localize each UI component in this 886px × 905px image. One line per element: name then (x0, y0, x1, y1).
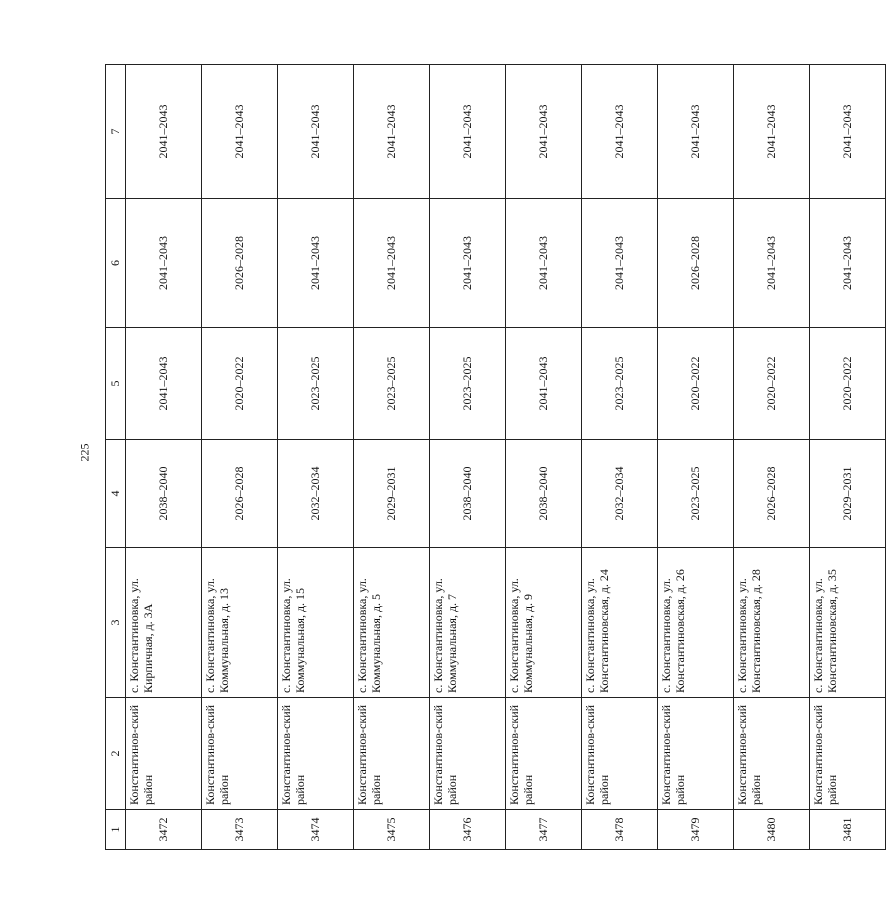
address-cell: с. Константиновка, ул. Коммунальная, д. 15 (278, 548, 354, 698)
period-col5: 2020–2022 (202, 328, 278, 440)
table-row (202, 65, 278, 850)
table-row (278, 65, 354, 850)
column-header: 2 (106, 698, 126, 810)
district-cell: Константинов-ский район (734, 698, 810, 810)
period-col6: 2041–2043 (278, 199, 354, 328)
row-number: 3473 (202, 810, 278, 850)
district-cell: Константинов-ский район (278, 698, 354, 810)
row-number: 3478 (582, 810, 658, 850)
period-col4: 2038–2040 (126, 440, 202, 548)
row-number: 3479 (658, 810, 734, 850)
table-row (354, 65, 430, 850)
period-col4: 2038–2040 (506, 440, 582, 548)
period-col4: 2029–2031 (810, 440, 886, 548)
district-cell: Константинов-ский район (202, 698, 278, 810)
period-col5: 2020–2022 (734, 328, 810, 440)
row-number: 3475 (354, 810, 430, 850)
table-row (126, 65, 202, 850)
period-col6: 2026–2028 (658, 199, 734, 328)
period-col6: 2026–2028 (202, 199, 278, 328)
period-col5: 2020–2022 (810, 328, 886, 440)
period-col7: 2041–2043 (582, 65, 658, 199)
row-number: 3481 (810, 810, 886, 850)
period-col5: 2041–2043 (126, 328, 202, 440)
period-col7: 2041–2043 (354, 65, 430, 199)
address-cell: с. Константиновка, ул. Коммунальная, д. 9 (506, 548, 582, 698)
housing-schedule-table (105, 64, 886, 850)
address-cell: с. Константиновка, ул. Коммунальная, д. 7 (430, 548, 506, 698)
district-cell: Константинов-ский район (658, 698, 734, 810)
district-cell: Константинов-ский район (354, 698, 430, 810)
period-col5: 2023–2025 (582, 328, 658, 440)
period-col7: 2041–2043 (658, 65, 734, 199)
address-cell: с. Константиновка, ул. Кирпичная, д. 3А (126, 548, 202, 698)
column-header: 3 (106, 548, 126, 698)
district-cell: Константинов-ский район (582, 698, 658, 810)
table-inner (105, 65, 854, 850)
table-row (734, 65, 810, 850)
period-col4: 2026–2028 (202, 440, 278, 548)
period-col6: 2041–2043 (810, 199, 886, 328)
district-cell: Константинов-ский район (506, 698, 582, 810)
table-rotated-container (105, 65, 854, 850)
period-col4: 2038–2040 (430, 440, 506, 548)
period-col7: 2041–2043 (810, 65, 886, 199)
period-col5: 2023–2025 (430, 328, 506, 440)
address-cell: с. Константиновка, ул. Коммунальная, д. 5 (354, 548, 430, 698)
period-col6: 2041–2043 (354, 199, 430, 328)
address-cell: с. Константиновка, ул. Константиновская, д. 24 (582, 548, 658, 698)
period-col4: 2032–2034 (582, 440, 658, 548)
period-col6: 2041–2043 (430, 199, 506, 328)
row-number: 3476 (430, 810, 506, 850)
period-col6: 2041–2043 (734, 199, 810, 328)
address-cell: с. Константиновка, ул. Коммунальная, д. 13 (202, 548, 278, 698)
period-col7: 2041–2043 (126, 65, 202, 199)
table-header-row (106, 65, 126, 850)
period-col7: 2041–2043 (202, 65, 278, 199)
row-number: 3474 (278, 810, 354, 850)
row-number: 3477 (506, 810, 582, 850)
page-number: 225 (77, 443, 92, 461)
period-col4: 2029–2031 (354, 440, 430, 548)
table-row (810, 65, 886, 850)
row-number: 3472 (126, 810, 202, 850)
column-header: 5 (106, 328, 126, 440)
period-col5: 2020–2022 (658, 328, 734, 440)
table-row (506, 65, 582, 850)
period-col5: 2023–2025 (278, 328, 354, 440)
district-cell: Константинов-ский район (430, 698, 506, 810)
period-col7: 2041–2043 (430, 65, 506, 199)
table-row (582, 65, 658, 850)
period-col4: 2032–2034 (278, 440, 354, 548)
period-col6: 2041–2043 (582, 199, 658, 328)
period-col4: 2023–2025 (658, 440, 734, 548)
row-number: 3480 (734, 810, 810, 850)
period-col4: 2026–2028 (734, 440, 810, 548)
table-row (430, 65, 506, 850)
period-col7: 2041–2043 (734, 65, 810, 199)
period-col7: 2041–2043 (506, 65, 582, 199)
address-cell: с. Константиновка, ул. Константиновская, д. 26 (658, 548, 734, 698)
period-col5: 2023–2025 (354, 328, 430, 440)
column-header: 1 (106, 810, 126, 850)
period-col6: 2041–2043 (506, 199, 582, 328)
column-header: 6 (106, 199, 126, 328)
period-col5: 2041–2043 (506, 328, 582, 440)
table-row (658, 65, 734, 850)
column-header: 4 (106, 440, 126, 548)
column-header: 7 (106, 65, 126, 199)
period-col7: 2041–2043 (278, 65, 354, 199)
district-cell: Константинов-ский район (810, 698, 886, 810)
period-col6: 2041–2043 (126, 199, 202, 328)
address-cell: с. Константиновка, ул. Константиновская, д. 35 (810, 548, 886, 698)
district-cell: Константинов-ский район (126, 698, 202, 810)
address-cell: с. Константиновка, ул. Константиновская, д. 28 (734, 548, 810, 698)
